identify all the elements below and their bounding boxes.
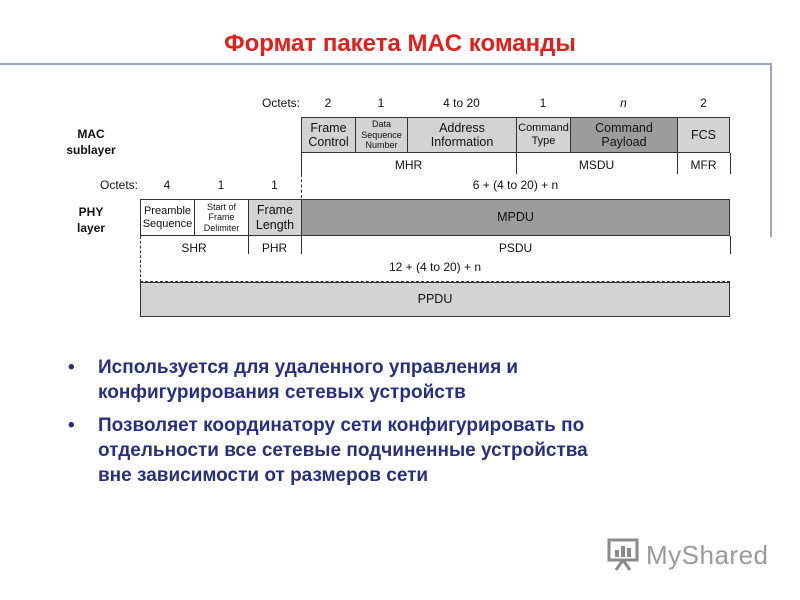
psdu-right-divider <box>730 236 731 254</box>
mac-octets-frame-control: 2 <box>324 96 332 110</box>
logo-text: MyShared <box>646 540 769 570</box>
bullet-dot: • <box>68 415 75 436</box>
phy-field-start-of-frame-delimiter: Start of Frame Delimiter <box>194 199 249 236</box>
mac-octets-sequence-number: 1 <box>377 96 385 110</box>
myshared-logo <box>606 536 769 576</box>
phy-layer-label-line1: PHY <box>78 205 104 219</box>
mac-octets-address: 4 to 20 <box>443 96 480 110</box>
phy-field-mpdu: MPDU <box>301 199 730 236</box>
mac-field-command-type: Command Type <box>516 117 571 153</box>
title-underline <box>0 63 772 65</box>
mfr-right-divider <box>730 153 731 174</box>
mac-field-address-information: Address Information <box>407 117 517 153</box>
mac-octets-command-type: 1 <box>539 96 547 110</box>
group-psdu: PSDU <box>498 241 533 255</box>
group-mhr: MHR <box>394 158 423 172</box>
bullet-item: • Используется для удаленного управления и конфигурирования сетевых устройств <box>68 357 519 403</box>
mac-field-frame-control: Frame Control <box>301 117 356 153</box>
presentation-board-icon <box>606 536 642 572</box>
phy-octets-frame-length: 1 <box>271 178 278 192</box>
mac-field-command-payload: Command Payload <box>570 117 678 153</box>
mac-octets-payload: n <box>620 96 627 110</box>
phy-octets-label: Octets: <box>100 178 139 192</box>
title-frame-edge <box>770 63 772 237</box>
phy-layer-label-line2: layer <box>76 221 106 235</box>
group-phr: PHR <box>261 241 288 255</box>
phy-octets-mpdu: 6 + (4 to 20) + n <box>472 178 559 192</box>
bullet-item: • Позволяет координатору сети конфигурировать по отдельности все сетевые подчиненные устройства вне зависимости от размеров сети <box>68 415 588 486</box>
group-mfr: MFR <box>690 158 717 172</box>
group-msdu: MSDU <box>578 158 615 172</box>
mac-layer-label-line1: MAC <box>77 127 105 141</box>
mac-field-sequence-number: Data Sequence Number <box>355 117 408 153</box>
ppdu-field: PPDU <box>140 282 730 317</box>
bullet-dot: • <box>68 357 75 378</box>
bullet-list <box>68 355 708 496</box>
phy-field-frame-length: Frame Length <box>248 199 302 236</box>
ppdu-total-octets: 12 + (4 to 20) + n <box>388 260 482 274</box>
phy-octets-preamble: 4 <box>163 178 171 192</box>
phy-field-preamble: Preamble Sequence <box>140 199 195 236</box>
mac-field-fcs: FCS <box>677 117 730 153</box>
phy-octets-sfd: 1 <box>217 178 225 192</box>
group-shr: SHR <box>181 241 207 255</box>
mac-octets-label: Octets: <box>262 96 301 110</box>
mac-layer-label-line2: sublayer <box>66 143 116 157</box>
slide-title: Формат пакета MAC команды <box>224 30 576 57</box>
mac-octets-fcs: 2 <box>700 96 707 110</box>
